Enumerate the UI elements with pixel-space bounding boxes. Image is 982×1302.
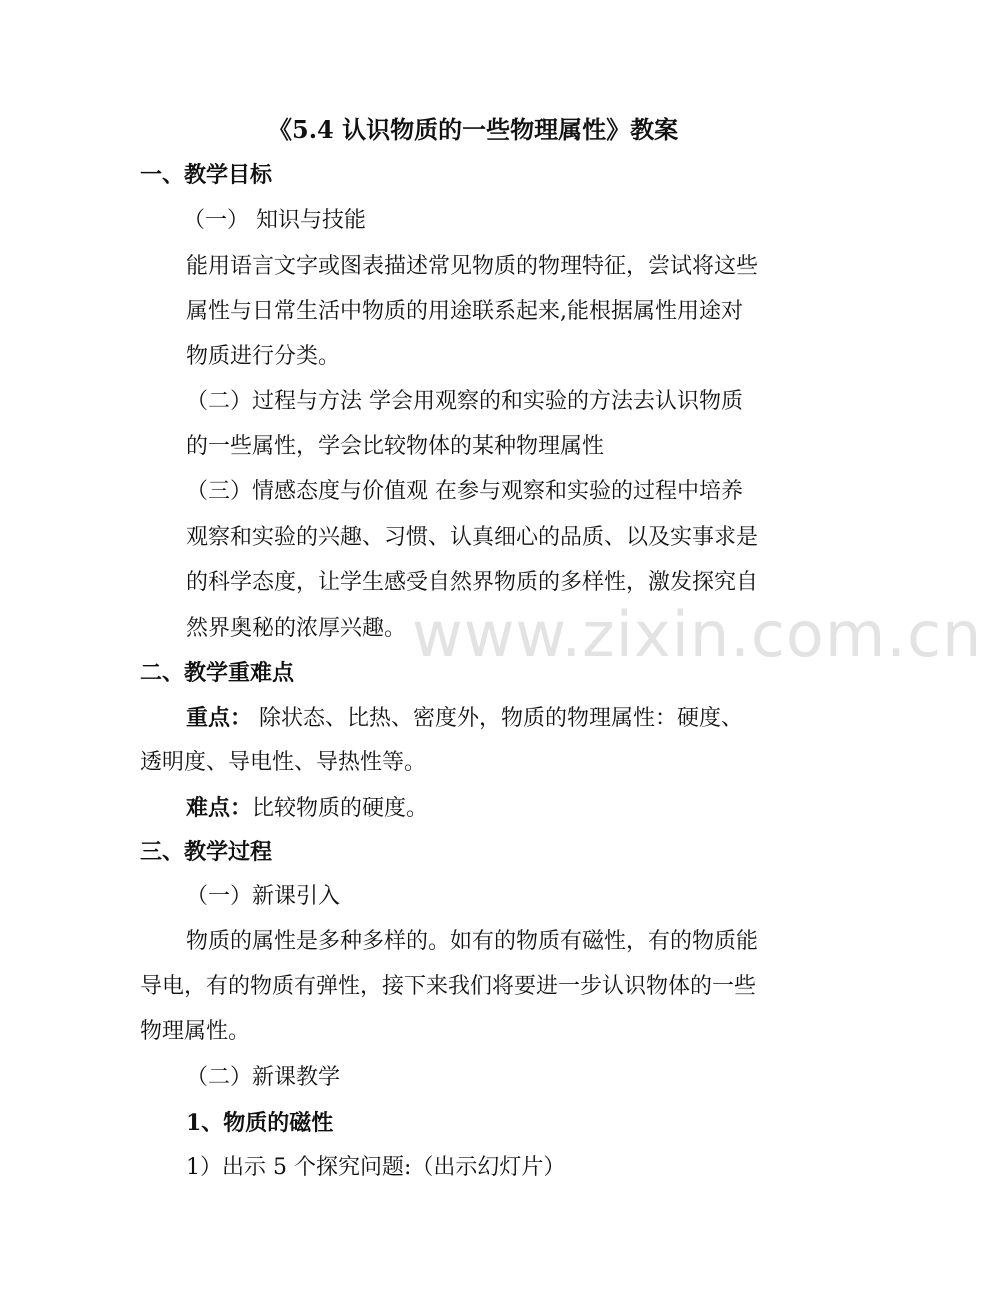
key-point-label: 重点：: [186, 705, 253, 731]
sub-item-line: 1）出示 5 个探究问题:（出示幻灯片）: [186, 1155, 566, 1180]
paragraph-line: 物质进行分类。: [186, 344, 341, 369]
paragraph-line: 然界奥秘的浓厚兴趣。: [186, 616, 407, 641]
subheading-new-lesson: （二）新课教学: [186, 1065, 341, 1090]
document-title: 《5.4 认识物质的一些物理属性》教案: [268, 115, 679, 144]
key-point-line: [186, 702, 743, 735]
paragraph-line: 的一些属性，学会比较物体的某种物理属性: [186, 434, 605, 459]
paragraph-line: 物理属性。: [140, 1019, 251, 1044]
paragraph-line: （三）情感态度与价值观 在参与观察和实验的过程中培养: [186, 479, 743, 504]
paragraph-line: （二）过程与方法 学会用观察的和实验的方法去认识物质: [186, 389, 743, 414]
paragraph-line: 能用语言文字或图表描述常见物质的物理特征，尝试将这些: [186, 254, 759, 279]
paragraph-line: 导电，有的物质有弹性，接下来我们将要进一步认识物体的一些: [140, 974, 757, 999]
section-heading-objectives: 一、教学目标: [140, 162, 273, 188]
paragraph-line: 的科学态度，让学生感受自然界物质的多样性，激发探究自: [186, 570, 759, 595]
subheading-knowledge-skills: （一） 知识与技能: [183, 208, 366, 233]
section-heading-process: 三、教学过程: [140, 839, 273, 865]
paragraph-line: 观察和实验的兴趣、习惯、认真细心的品质、以及实事求是: [186, 525, 759, 550]
difficulty-label: 难点：: [186, 795, 253, 821]
paragraph-line: 透明度、导电性、导热性等。: [140, 750, 427, 775]
key-point-text: 除状态、比热、密度外，物质的物理属性：硬度、: [252, 706, 744, 731]
difficulty-line: [186, 792, 428, 825]
watermark: www.zixin.com.cn: [412, 598, 982, 671]
paragraph-line: 物质的属性是多种多样的。如有的物质有磁性，有的物质能: [186, 929, 759, 954]
subheading-introduction: （一）新课引入: [186, 884, 341, 909]
section-heading-key-points: 二、教学重难点: [140, 660, 295, 686]
difficulty-text: 比较物质的硬度。: [252, 796, 429, 821]
item-heading-magnetism: 1、物质的磁性: [186, 1110, 334, 1136]
paragraph-line: 属性与日常生活中物质的用途联系起来,能根据属性用途对: [186, 299, 743, 324]
